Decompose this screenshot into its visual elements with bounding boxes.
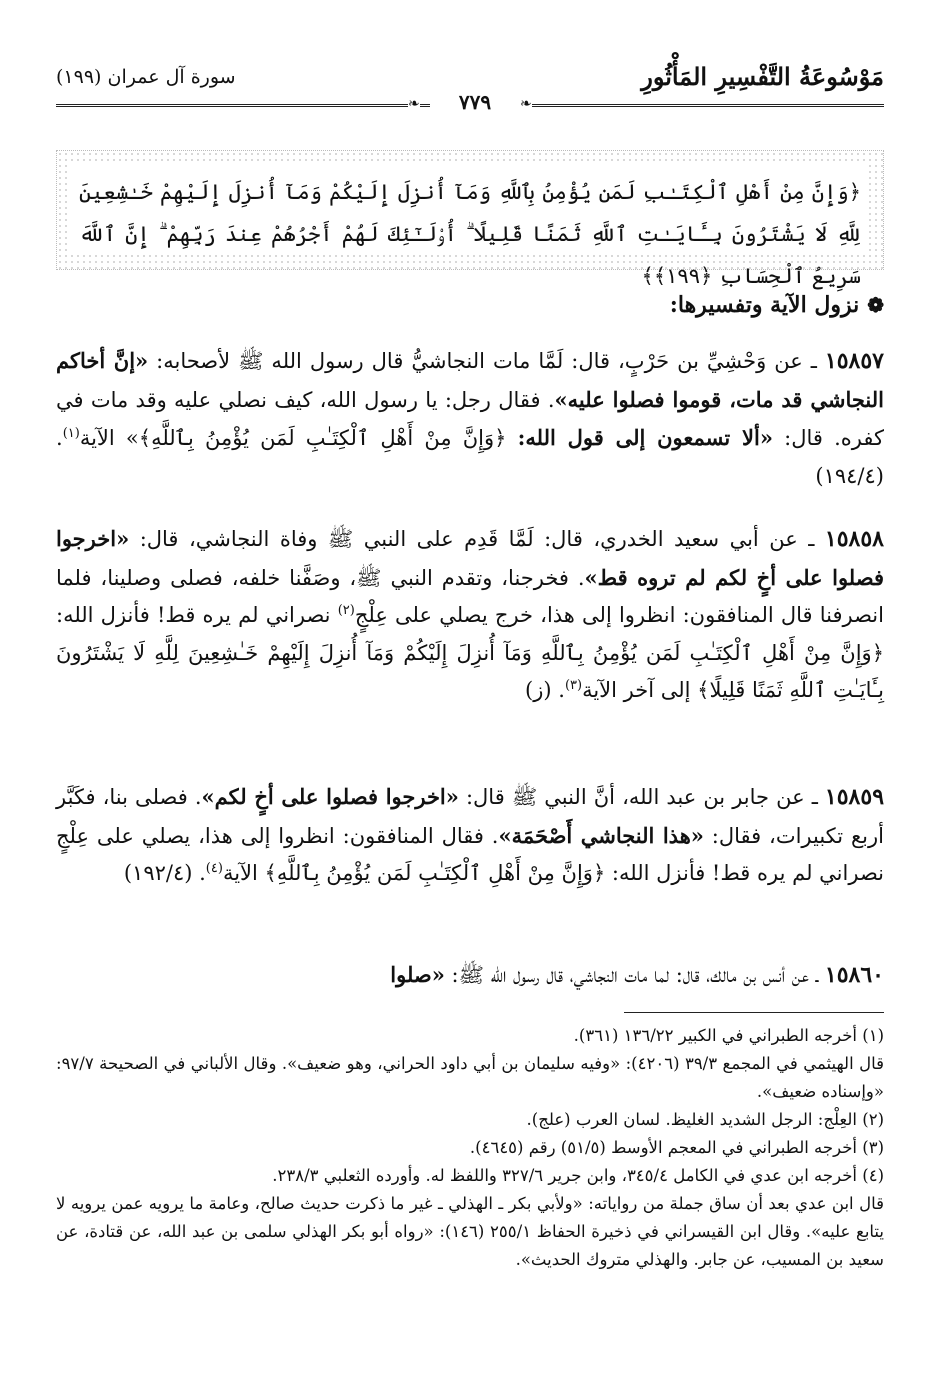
hadith-quote: «اخرجوا فصلوا على أخٍ لكم لم تروه قط» xyxy=(56,526,884,590)
book-title: مَوْسُوعَةُ التَّفْسِيرِ المَأْثُورِ xyxy=(641,62,884,91)
narration-text: . فقال المنافقون: انظروا إلى هذا، يصلي على عِلْجٍ نصراني لم يره قط! فأنزل الله: ﴿وَإِنَّ مِنْ أَهْلِ ٱلْكِتَـٰبِ لَمَن يُؤْمِنُ بِٱللَّهِ﴾ الآية xyxy=(56,823,884,885)
narration xyxy=(56,520,884,710)
footnote: (١) أخرجه الطبراني في الكبير ١٣٦/٢٢ (٣٦١). xyxy=(573,1026,884,1045)
footnote: (٢) العِلْج: الرجل الشديد الغليظ. لسان العرب (علج). xyxy=(526,1110,884,1129)
narration-number: ١٥٨٥٨ xyxy=(824,526,884,552)
hadith-quote: «هذا النجاشي أَصْحَمَة» xyxy=(498,822,704,848)
section-heading xyxy=(670,292,884,318)
narration xyxy=(56,956,884,995)
narration-text: . فقال رجل: يا رسول الله، كيف نصلي عليه وقد مات في كفره. قال: xyxy=(56,387,884,450)
narration-text: ـ عن وَحْشِيِّ بن حَرْبٍ، قال: لَمَّا مات النجاشيُّ قال رسول الله ﷺ لأصحابه: xyxy=(148,349,825,373)
footnotes xyxy=(56,1022,884,1274)
narration-number: ١٥٨٦٠ xyxy=(824,962,884,988)
narration-text: ـ عن جابر بن عبد الله، أنَّ النبي ﷺ قال: xyxy=(458,785,825,809)
ornament-icon: ❧ xyxy=(520,96,532,112)
narration-text: نصراني لم يره قط! فأنزل الله: ﴿وَإِنَّ مِنْ أَهْلِ ٱلْكِتَـٰبِ لَمَن يُؤْمِنُ بِٱللَّهِ وَمَآ أُنزِلَ إِلَيْكُمْ وَمَآ أُنزِلَ إِلَيْهِمْ خَـٰشِعِينَ لِلَّهِ لَا يَشْتَرُونَ بِـَٔايَـٰتِ ٱللَّهِ ثَمَنًا قَلِيلًا﴾ إلى آخر الآية xyxy=(56,603,884,702)
narration-text: . (١٩٢/٤) xyxy=(123,861,206,885)
narration-text: . (١٩٤/٤) xyxy=(56,426,884,488)
quran-verse-text: ﴿وَإِنَّ مِنْ أَهْلِ ٱلْكِتَـٰبِ لَمَن يُؤْمِنُ بِٱللَّهِ وَمَآ أُنزِلَ إِلَيْكُمْ وَمَآ أُنزِلَ إِلَيْهِمْ خَـٰشِعِينَ لِلَّهِ لَا يَشْتَرُونَ بِـَٔايَـٰتِ ٱللَّهِ ثَمَنًا قَلِيلًا ۗ أُو۟لَـٰٓئِكَ لَهُمْ أَجْرُهُمْ عِندَ رَبِّهِمْ ۗ إِنَّ ٱللَّهَ سَرِيعُ ٱلْحِسَابِ ﴿١٩٩﴾﴾ xyxy=(71,165,869,255)
narration-text: ـ عن أبي سعيد الخدري، قال: لَمَّا قَدِم على النبي ﷺ وفاة النجاشي، قال: xyxy=(129,527,825,551)
book-page xyxy=(56,60,884,1360)
narration xyxy=(56,778,884,893)
footnote: (٣) أخرجه الطبراني في المعجم الأوسط (٥١/٥) رقم (٤٦٤٥). xyxy=(469,1138,884,1157)
hadith-quote: «إنَّ أخاكم النجاشي قد مات، قوموا فصلوا عليه» xyxy=(56,348,884,412)
hadith-quote: «ألا تسمعون إلى قول الله: xyxy=(517,425,773,450)
narration-number: ١٥٨٥٩ xyxy=(824,784,885,810)
page-header xyxy=(56,60,884,114)
hadith-quote: «اخرجوا فصلوا على أخٍ لكم» xyxy=(201,784,459,809)
narration-text: . فخرجنا، وتقدم النبي ﷺ، وصَفَّنا خلفه، فصلى وصلينا، فلما انصرفنا قال المنافقون: انظروا إلى هذا، خرج يصلي على عِلْجٍ xyxy=(56,565,884,627)
narration-text: ـ عن أنس بن مالك، قال: لما مات النجاشي، قال رسول الله ﷺ: xyxy=(444,963,825,987)
footnote: (٤) أخرجه ابن عدي في الكامل ٣٤٥/٤، وابن جرير ٣٢٧/٦ واللفظ له. وأورده الثعلبي ٢٣٨/٣. xyxy=(272,1166,884,1185)
quran-verse-box xyxy=(56,150,884,288)
narration-text: . (ز) xyxy=(525,678,565,702)
footnote: قال ابن عدي بعد أن ساق جملة من رواياته: «ولأبي بكر ـ الهذلي ـ غير ما ذكرت حديث صالح، وعامة ما يرويه عمن يرويه لا يتابع عليه». وقال ابن القيسراني في ذخيرة الحفاظ ٢٥٥/١ (١٤٦): «رواه أبو بكر الهذلي سلمى بن عبد الله، عن قتادة، عن سعيد بن المسيب، عن جابر. والهذلي متروك الحديث». xyxy=(56,1194,885,1269)
footnote: قال الهيثمي في المجمع ٣٩/٣ (٤٢٠٦): «وفيه سليمان بن أبي داود الحراني، وهو ضعيف». وقال الألباني في الصحيحة ٩٧/٧: «وإسناده ضعيف». xyxy=(56,1054,884,1101)
footnote-ref: (٣) xyxy=(564,678,583,693)
narration xyxy=(56,342,884,495)
narration-text: . فصلى بنا، فكَبَّر أربع تكبيرات، فقال: xyxy=(56,785,884,848)
hadith-quote: «صلوا xyxy=(390,962,445,987)
footnote-ref: (٢) xyxy=(337,603,355,618)
footnote-separator xyxy=(624,1012,884,1013)
narration-text: ﴿وَإِنَّ مِنْ أَهْلِ ٱلْكِتَـٰبِ لَمَن يُؤْمِنُ بِٱللَّهِ﴾» الآية xyxy=(79,426,518,450)
footnote-ref: (٤) xyxy=(205,861,223,876)
section-heading-text: نزول الآية وتفسيرها: xyxy=(669,292,860,318)
page-number: ٧٧٩ xyxy=(430,90,520,114)
narration-number: ١٥٨٥٧ xyxy=(824,348,884,374)
footnote-ref: (١) xyxy=(62,426,80,441)
surah-reference: سورة آل عمران (١٩٩) xyxy=(56,66,236,88)
flower-ornament-icon: ❁ xyxy=(867,293,884,317)
ornament-icon: ❧ xyxy=(408,96,420,112)
